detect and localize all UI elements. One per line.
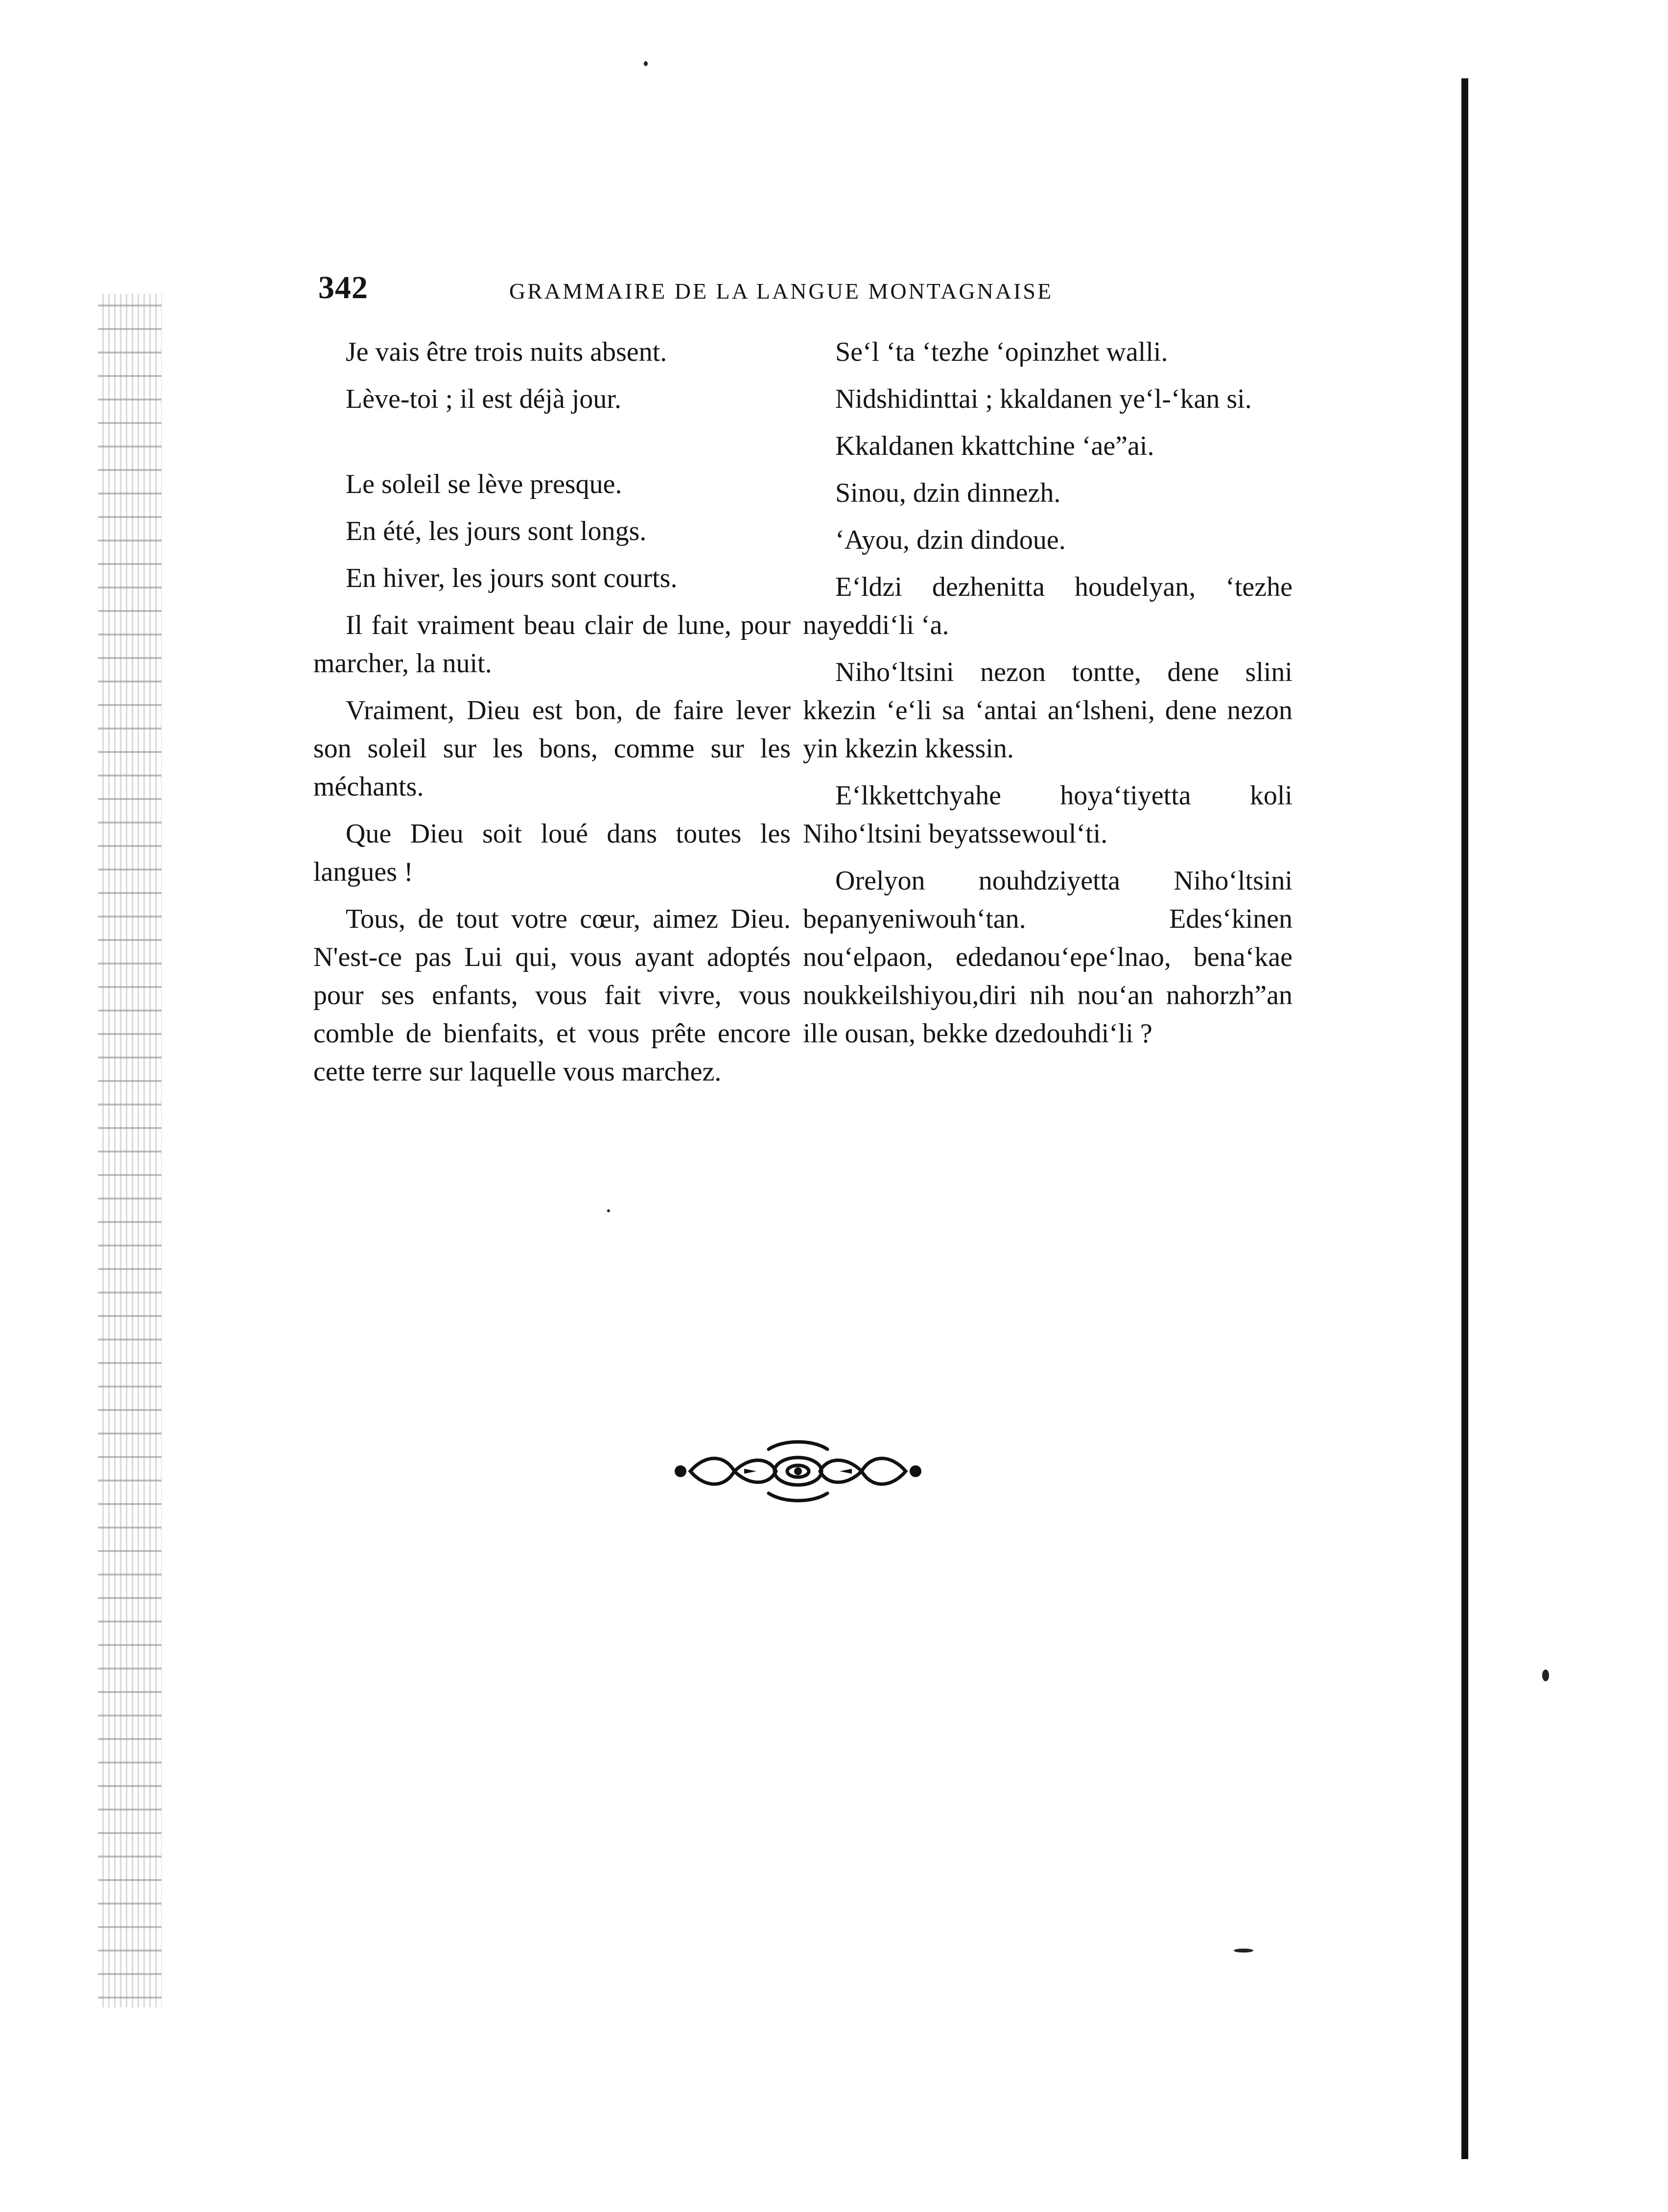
montagnais-line: ‘Ayou, dzin dindoue. <box>835 525 1066 555</box>
french-line: Il fait vraiment beau clair de lune, pour marcher, la nuit. <box>313 610 791 679</box>
montagnais-line: Se‘l ‘ta ‘tezhe ‘oρinzhet walli. <box>835 337 1168 367</box>
french-line: Que Dieu soit loué dans toutes les langues ! <box>313 819 791 887</box>
montagnais-line: Nidshidinttai ; kkaldanen ye‘l-‘kan si. <box>835 384 1252 414</box>
binding-edge-shadow <box>98 294 162 2007</box>
french-column <box>313 333 791 1091</box>
french-line: Je vais être trois nuits absent. <box>346 337 667 367</box>
running-title: GRAMMAIRE DE LA LANGUE MONTAGNAISE <box>509 279 1054 304</box>
fleuron-ornament <box>671 1435 925 1508</box>
ink-speck <box>1542 1670 1549 1681</box>
french-line: Lève-toi ; il est déjà jour. <box>346 384 621 414</box>
montagnais-column <box>803 333 1292 1053</box>
ink-speck <box>607 1209 610 1212</box>
montagnais-line: Kkaldanen kkattchine ‘ae”ai. <box>835 431 1154 461</box>
french-line: En été, les jours sont longs. <box>346 516 647 546</box>
montagnais-line: E‘lkkettchyahe hoya‘tiyetta koli Niho‘ltsini beyatssewoul‘ti. <box>803 780 1292 849</box>
french-line: Le soleil se lève presque. <box>346 469 622 499</box>
montagnais-line: Niho‘ltsini nezon tontte, dene slini kkezin ‘e‘li sa ‘antai an‘lsheni, dene nezon yin kkezin kkessin. <box>803 657 1292 764</box>
french-line: En hiver, les jours sont courts. <box>346 563 678 593</box>
french-line: Vraiment, Dieu est bon, de faire lever son soleil sur les bons, comme sur les méchants. <box>313 695 791 802</box>
montagnais-line: E‘ldzi dezhenitta houdelyan, ‘tezhe nayeddi‘li ‘a. <box>803 572 1292 640</box>
montagnais-line: Sinou, dzin dinnezh. <box>835 478 1061 508</box>
ink-speck <box>644 61 648 66</box>
page-edge-rule <box>1461 78 1468 2159</box>
page-header <box>318 269 1278 313</box>
montagnais-line: Orelyon nouhdziyetta Niho‘ltsini beρanyeniwouh‘tan. Edes‘kinen nou‘elρaon, ededanou‘eρe‘lnao, bena‘kae noukkeilshiyou,diri nih nou‘an nahorzh”an ille ousan, bekke dzedouhdi‘li ? <box>803 866 1292 1049</box>
ink-speck <box>1234 1949 1253 1953</box>
french-line: Tous, de tout votre cœur, aimez Dieu. N'est-ce pas Lui qui, vous ayant adoptés pour ses enfants, vous fait vivre, vous comble de bienfaits, et vous prête encore cette terre sur laquelle vous marchez. <box>313 904 791 1087</box>
page-number: 342 <box>318 270 368 306</box>
